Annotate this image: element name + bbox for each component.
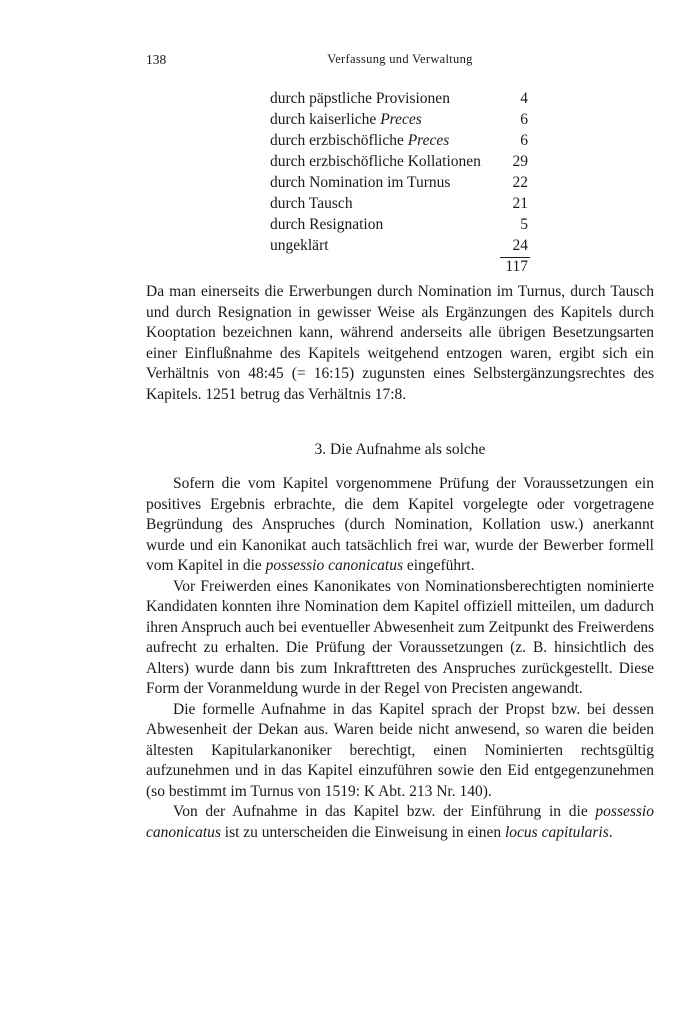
table-row <box>270 235 530 256</box>
running-title: Verfassung und Verwaltung <box>327 52 473 66</box>
paragraph: Da man einerseits die Erwerbungen durch Nomination im Turnus, durch Tausch und durch Resignation in gewisser Weise als Ergänzungen des Kapitels durch Kooptation bezeichnen kann, während anderseits alle übrigen Besetzungsarten einer Einflußnahme des Kapitels weitgehend entzogen waren, ergibt sich ein Verhältnis von 48:45 (= 16:15) zugunsten eines Selbstergänzungsrechtes des Kapitels. 1251 betrug das Verhältnis 17:8. <box>146 283 654 403</box>
row-value: 4 <box>520 90 528 107</box>
table-row <box>270 109 530 130</box>
table-row <box>270 88 530 109</box>
row-label: durch Nomination im Turnus <box>270 174 451 191</box>
row-label: durch kaiserliche Preces <box>270 111 422 128</box>
table-row <box>270 214 530 235</box>
paragraph: Die formelle Aufnahme in das Kapitel sprach der Propst bzw. bei dessen Abwesenheit der Dekan aus. Waren beide nicht anwesend, so waren die beiden ältesten Kapitularkanoniker berechtigt, einen Nominierten rechtsgültig aufzunehmen und in das Kapitel einzuführen sowie den Eid entgegenzunehmen (so bestimmt im Turnus von 1519: K Abt. 213 Nr. 140). <box>146 700 654 800</box>
paragraph: Sofern die vom Kapitel vorgenommene Prüfung der Voraussetzungen ein positives Ergebnis erbrachte, die dem Kapitel vorgelegte oder vorgetragene Begründung des Anspruches (durch Nomination, Kollation usw.) anerkannt wurde und ein Kanonikat auch tatsächlich frei war, wurde der Bewerber formell vom Kapitel in die possessio canonicatus eingeführt. <box>146 475 654 574</box>
table-row <box>270 151 530 172</box>
table-total: 117 <box>505 258 528 275</box>
row-label: ungeklärt <box>270 237 329 254</box>
page-header <box>146 52 654 72</box>
statistics-table <box>270 88 530 275</box>
section-heading: 3. Die Aufnahme als solche <box>314 441 486 458</box>
table-row <box>270 130 530 151</box>
paragraph-ratio <box>146 282 654 405</box>
body-text <box>146 474 654 843</box>
row-label: durch Tausch <box>270 195 353 212</box>
row-value: 24 <box>512 237 528 254</box>
row-value: 21 <box>512 195 528 212</box>
table-row <box>270 193 530 214</box>
row-label: durch erzbischöfliche Preces <box>270 132 450 149</box>
row-value: 5 <box>520 216 528 233</box>
table-row <box>270 172 530 193</box>
paragraph: Von der Aufnahme in das Kapitel bzw. der Einführung in die possessio canonicatus ist zu unterscheiden die Einweisung in einen locus capitularis. <box>146 803 654 841</box>
row-label: durch Resignation <box>270 216 384 233</box>
row-value: 22 <box>512 174 528 191</box>
row-label: durch päpstliche Provisionen <box>270 90 450 107</box>
row-value: 6 <box>520 132 528 149</box>
paragraph: Vor Freiwerden eines Kanonikates von Nominationsberechtigten nominierte Kandidaten konnten ihre Nomination dem Kapitel offiziell mitteilen, um dadurch ihren Anspruch auch bei eventueller Abwesenheit zum Zeitpunkt des Freiwerdens aufrecht zu erhalten. Die Prüfung der Voraussetzungen (z. B. hinsichtlich des Alters) wurde dann bis zum Inkrafttreten des Anspruches zurückgestellt. Diese Form der Voranmeldung wurde in der Regel von Precisten angewandt. <box>146 577 654 697</box>
row-label: durch erzbischöfliche Kollationen <box>270 153 481 170</box>
row-value: 6 <box>520 111 528 128</box>
page-number: 138 <box>146 52 167 67</box>
row-value: 29 <box>512 153 528 170</box>
